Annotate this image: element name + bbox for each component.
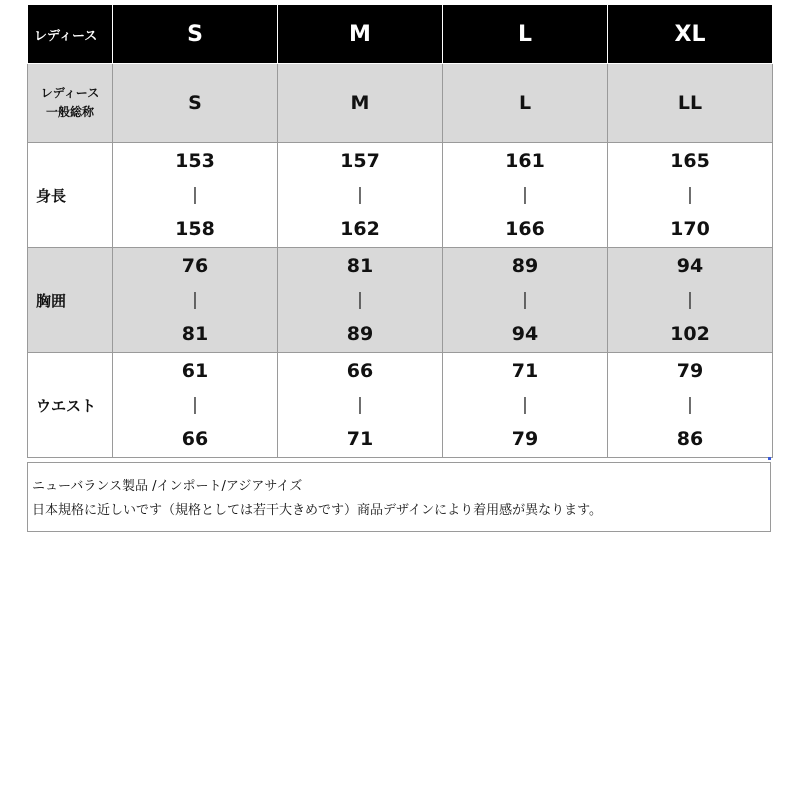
- height-cell-m: [278, 143, 443, 248]
- range-max: 81: [181, 323, 209, 345]
- range-min: 81: [346, 255, 374, 277]
- chest-cell-l: [443, 248, 608, 353]
- range-min: 89: [511, 255, 539, 277]
- range-min: 79: [676, 360, 704, 382]
- range-max: 86: [676, 428, 704, 450]
- size-chart-table: [27, 4, 773, 458]
- general-size-row: [28, 64, 773, 143]
- range-separator: |: [357, 290, 363, 310]
- range-min: 66: [346, 360, 374, 382]
- chest-row: [28, 248, 773, 353]
- height-cell-s: [113, 143, 278, 248]
- chest-label: 胸囲: [28, 248, 113, 353]
- waist-cell-m: [278, 353, 443, 458]
- header-row: [28, 5, 773, 64]
- header-size-m: M: [278, 5, 443, 64]
- waist-label: ウエスト: [28, 353, 113, 458]
- range-separator: |: [357, 395, 363, 415]
- waist-cell-l: [443, 353, 608, 458]
- range-separator: |: [687, 185, 693, 205]
- range-min: 153: [175, 150, 215, 172]
- range-max: 102: [670, 323, 710, 345]
- range-max: 66: [181, 428, 209, 450]
- general-label-line2: 一般総称: [45, 105, 94, 119]
- range-separator: |: [522, 395, 528, 415]
- general-size-m: M: [278, 64, 443, 143]
- height-label: 身長: [28, 143, 113, 248]
- range-separator: |: [687, 395, 693, 415]
- header-size-xl: XL: [608, 5, 773, 64]
- range-min: 165: [670, 150, 710, 172]
- range-max: 71: [346, 428, 374, 450]
- range-min: 76: [181, 255, 209, 277]
- range-separator: |: [357, 185, 363, 205]
- selection-handle: [768, 457, 771, 460]
- waist-row: [28, 353, 773, 458]
- height-cell-l: [443, 143, 608, 248]
- range-max: 162: [340, 218, 380, 240]
- header-size-s: S: [113, 5, 278, 64]
- range-separator: |: [522, 185, 528, 205]
- range-min: 161: [505, 150, 545, 172]
- range-min: 71: [511, 360, 539, 382]
- header-label: レディース: [28, 5, 113, 64]
- range-separator: |: [687, 290, 693, 310]
- range-max: 89: [346, 323, 374, 345]
- general-size-label: [28, 64, 113, 143]
- header-size-l: L: [443, 5, 608, 64]
- range-max: 94: [511, 323, 539, 345]
- range-separator: |: [192, 395, 198, 415]
- general-label-line1: レディース: [40, 86, 100, 100]
- height-cell-xl: [608, 143, 773, 248]
- note-line-1: ニューバランス製品 /インポート/アジアサイズ: [32, 479, 303, 494]
- waist-cell-s: [113, 353, 278, 458]
- general-size-s: S: [113, 64, 278, 143]
- general-size-ll: LL: [608, 64, 773, 143]
- size-note-box: [27, 462, 771, 532]
- range-max: 166: [505, 218, 545, 240]
- waist-cell-xl: [608, 353, 773, 458]
- note-line-2: 日本規格に近しいです（規格としては若干大きめです）商品デザインにより着用感が異なります。: [32, 503, 603, 518]
- range-separator: |: [522, 290, 528, 310]
- range-max: 79: [511, 428, 539, 450]
- range-min: 94: [676, 255, 704, 277]
- general-size-l: L: [443, 64, 608, 143]
- range-min: 157: [340, 150, 380, 172]
- range-separator: |: [192, 290, 198, 310]
- chest-cell-m: [278, 248, 443, 353]
- range-max: 158: [175, 218, 215, 240]
- range-min: 61: [181, 360, 209, 382]
- chest-cell-xl: [608, 248, 773, 353]
- chest-cell-s: [113, 248, 278, 353]
- range-separator: |: [192, 185, 198, 205]
- range-max: 170: [670, 218, 710, 240]
- height-row: [28, 143, 773, 248]
